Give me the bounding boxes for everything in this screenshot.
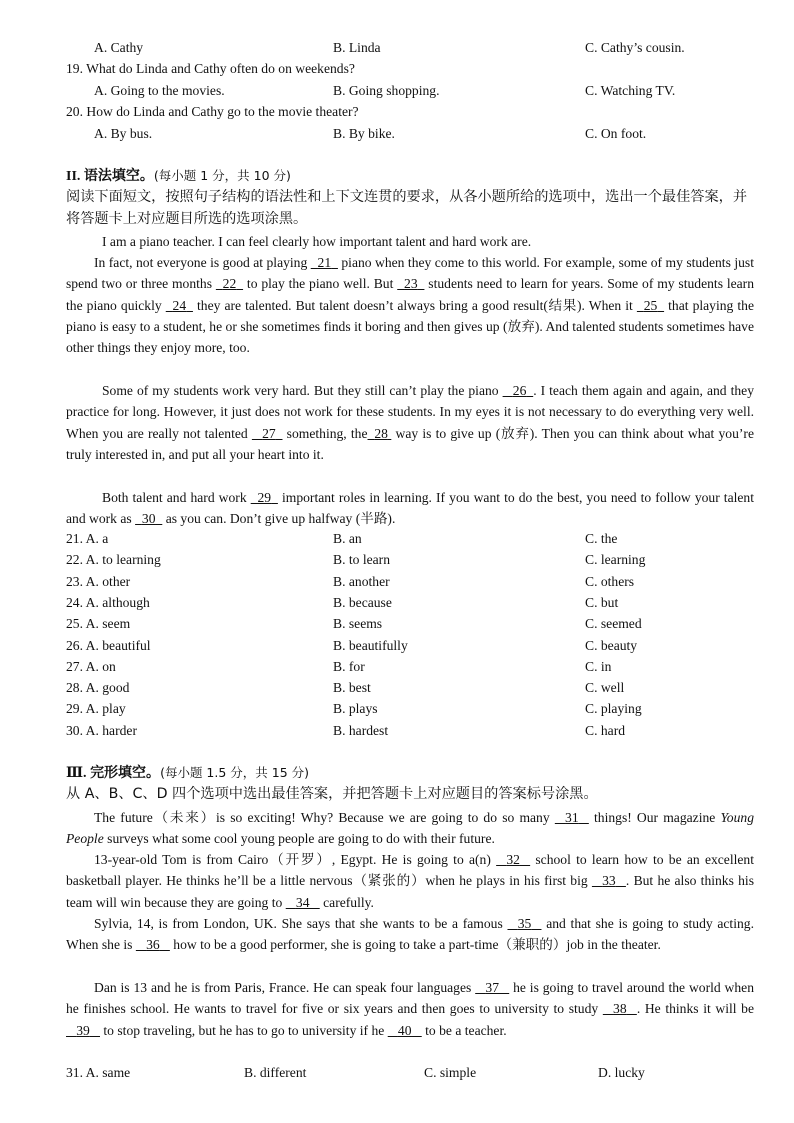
section-2-title: 语法填空。: [83, 168, 154, 184]
question-20-stem: 20. How do Linda and Cathy go to the movie theater?: [66, 104, 359, 119]
section-3-title: 完形填空。: [90, 765, 161, 781]
option-a: 22. A. to learning: [66, 552, 161, 568]
option-b: B. best: [333, 680, 371, 696]
section-2-points: (每小题 1 分，共 10 分): [153, 168, 291, 183]
blank-26: 26: [512, 383, 527, 398]
text: students need to learn for years. Some of my students learn the piano quickly: [66, 276, 755, 313]
text: piano when they come to this world. For example, some of my students just spend two or three months: [66, 255, 754, 292]
text: school to learn how to be an excellent basketball player. He thinks he’ll be a little nervous（紧张的）when he plays in his first big: [66, 852, 754, 889]
option-b: B. Going shopping.: [333, 83, 440, 98]
option-a: 30. A. harder: [66, 722, 137, 738]
option-a: A. Cathy: [94, 40, 144, 55]
text: Sylvia, 14, is from London, UK. She says that she wants to be a famous: [94, 916, 503, 931]
text: . But he also thinks his team will win because they are going to: [66, 873, 755, 910]
passage-paragraph-3: [66, 380, 754, 465]
option-c: C. simple: [424, 1065, 477, 1080]
blank-34: 34: [295, 894, 310, 910]
option-c: C. the: [585, 531, 618, 546]
text: carefully.: [323, 894, 374, 910]
blank-25: 25: [643, 297, 658, 313]
text: 13-year-old Tom is from Cairo（开罗）, Egypt. He is going to a(n): [94, 852, 491, 867]
option-a: 31. A. same: [66, 1065, 131, 1080]
section-2-header: [66, 166, 291, 187]
option-a: 21. A. a: [66, 531, 109, 546]
option-row: [0, 636, 794, 656]
text: . I teach them again and again, and they practice for long. However, it just does not work for these students. In my eyes it is not necessary to do everything very well. When you are really not talented: [66, 383, 754, 441]
option-b: B. hardest: [333, 722, 389, 738]
section-3-header: [66, 763, 309, 784]
blank-29: 29: [257, 490, 272, 505]
option-a: 26. A. beautiful: [66, 637, 151, 653]
option-row: [0, 678, 794, 698]
option-c: C. in: [585, 658, 612, 674]
blank-27: 27: [262, 425, 276, 441]
blank-22: 22: [222, 276, 237, 292]
option-row: [0, 572, 794, 592]
option-c: C. On foot.: [585, 126, 647, 141]
option-row: [0, 593, 794, 613]
blank-39: 39: [76, 1022, 90, 1038]
q31-options: [0, 1063, 794, 1083]
text: they are talented. But talent doesn’t always bring a good result(结果). When it: [197, 297, 633, 313]
option-a: 23. A. other: [66, 573, 131, 589]
text: as you can. Don’t give up halfway (半路).: [165, 511, 396, 527]
blank-21: 21: [317, 255, 332, 270]
q20-options: [0, 124, 794, 144]
option-c: C. others: [585, 573, 635, 589]
section-2-instruction: 阅读下面短文，按照句子结构的语法性和上下文连贯的要求，从各小题所给的选项中，选出一个最佳答案，并将答题卡上对应题目所选的选项涂黑。: [66, 189, 748, 227]
cloze-paragraph-3: [66, 913, 754, 956]
option-c: C. Watching TV.: [585, 83, 676, 98]
blank-32: 32: [506, 852, 520, 867]
option-a: 24. A. although: [66, 594, 150, 610]
option-d: D. lucky: [598, 1065, 645, 1080]
blank-37: 37: [485, 980, 499, 995]
option-c: C. Cathy’s cousin.: [585, 40, 685, 55]
blank-38: 38: [613, 1001, 627, 1017]
text: Some of my students work very hard. But they still can’t play the piano: [102, 383, 499, 398]
cloze-paragraph-2: [66, 849, 754, 913]
text: I am a piano teacher. I can feel clearly how important talent and hard work are.: [102, 234, 532, 249]
option-b: B. seems: [333, 616, 383, 632]
option-b: B. Linda: [333, 40, 381, 55]
passage-paragraph-4: [66, 487, 754, 530]
text: he is going to travel around the world when he finishes school. He wants to travel for five or six years and then goes to university to study: [66, 980, 755, 1017]
section-3-instruction: 从 A、B、C、D 四个选项中选出最佳答案，并把答题卡上对应题目的答案标号涂黑。: [66, 786, 598, 802]
blank-23: 23: [404, 276, 418, 292]
text: to be a teacher.: [425, 1022, 507, 1038]
option-c: C. beauty: [585, 637, 638, 653]
text: Dan is 13 and he is from Paris, France. He can speak four languages: [94, 980, 472, 995]
option-b: B. By bike.: [333, 126, 395, 141]
question-19-stem: 19. What do Linda and Cathy often do on weekends?: [66, 61, 355, 76]
q18-options: [0, 38, 794, 58]
option-b: B. for: [333, 658, 365, 674]
option-b: B. an: [333, 531, 362, 546]
blank-33: 33: [602, 873, 616, 889]
option-c: C. playing: [585, 701, 642, 717]
option-b: B. another: [333, 573, 390, 589]
text: to play the piano well. But: [246, 276, 394, 292]
section-3-points: (每小题 1.5 分，共 15 分): [160, 765, 309, 780]
option-row: [0, 550, 794, 570]
cloze-paragraph-4: [66, 977, 754, 1041]
option-row: [0, 657, 794, 677]
option-row: [0, 699, 794, 719]
text: The future（未来）is so exciting! Why? Because we are going to do so many: [94, 810, 550, 825]
q19-options: [0, 81, 794, 101]
text: things! Our magazine: [594, 810, 716, 825]
text: important roles in learning. If you want to do the best, you need to follow your talent and work as: [66, 490, 754, 527]
blank-36: 36: [146, 937, 160, 953]
blank-35: 35: [517, 916, 532, 931]
text: Both talent and hard work: [102, 490, 247, 505]
option-row: [0, 721, 794, 741]
option-a: A. Going to the movies.: [94, 83, 225, 98]
option-c: C. well: [585, 680, 625, 696]
magazine-title: Young People: [66, 810, 754, 847]
passage-paragraph-2: [66, 252, 754, 358]
option-a: 25. A. seem: [66, 616, 131, 632]
option-a: 28. A. good: [66, 680, 130, 696]
blank-28: 28: [374, 425, 388, 441]
text: and that she is going to study acting. When she is: [66, 916, 754, 953]
text: that playing the piano is easy to a student, he or she sometimes finds it boring and then gives up (放弃). And talented students sometimes have other things they enjoy more, too.: [66, 297, 755, 356]
option-b: B. different: [244, 1065, 307, 1080]
option-b: B. beautifully: [333, 637, 408, 653]
option-b: B. because: [333, 594, 392, 610]
option-a: 27. A. on: [66, 658, 116, 674]
text: something, the: [286, 425, 368, 441]
option-b: B. plays: [333, 701, 378, 717]
section-2-numeral: II.: [66, 169, 81, 184]
option-c: C. learning: [585, 552, 646, 568]
section-3-numeral: Ⅲ.: [66, 766, 87, 781]
blank-40: 40: [397, 1022, 412, 1038]
cloze-paragraph-1: [66, 807, 754, 850]
passage-paragraph-1: [66, 231, 754, 252]
option-c: C. hard: [585, 722, 626, 738]
text: way is to give up (放弃). Then you can think about what you’re truly interested in, and put all your heart into it.: [66, 425, 754, 462]
option-b: B. to learn: [333, 552, 391, 568]
blank-31: 31: [565, 810, 579, 825]
blank-24: 24: [172, 297, 187, 313]
text: surveys what some cool young people are going to do with their future.: [107, 831, 495, 847]
option-row: [0, 529, 794, 549]
text: how to be a good performer, she is going to take a part-time（兼职的）job in the theater.: [173, 937, 661, 953]
option-c: C. seemed: [585, 616, 642, 632]
text: In fact, not everyone is good at playing: [94, 255, 308, 270]
option-a: A. By bus.: [94, 126, 153, 141]
option-c: C. but: [585, 594, 619, 610]
blank-30: 30: [141, 511, 156, 527]
option-row: [0, 614, 794, 634]
option-a: 29. A. play: [66, 701, 126, 717]
text: to stop traveling, but he has to go to university if he: [103, 1022, 385, 1038]
text: . He thinks it will be: [636, 1001, 754, 1017]
